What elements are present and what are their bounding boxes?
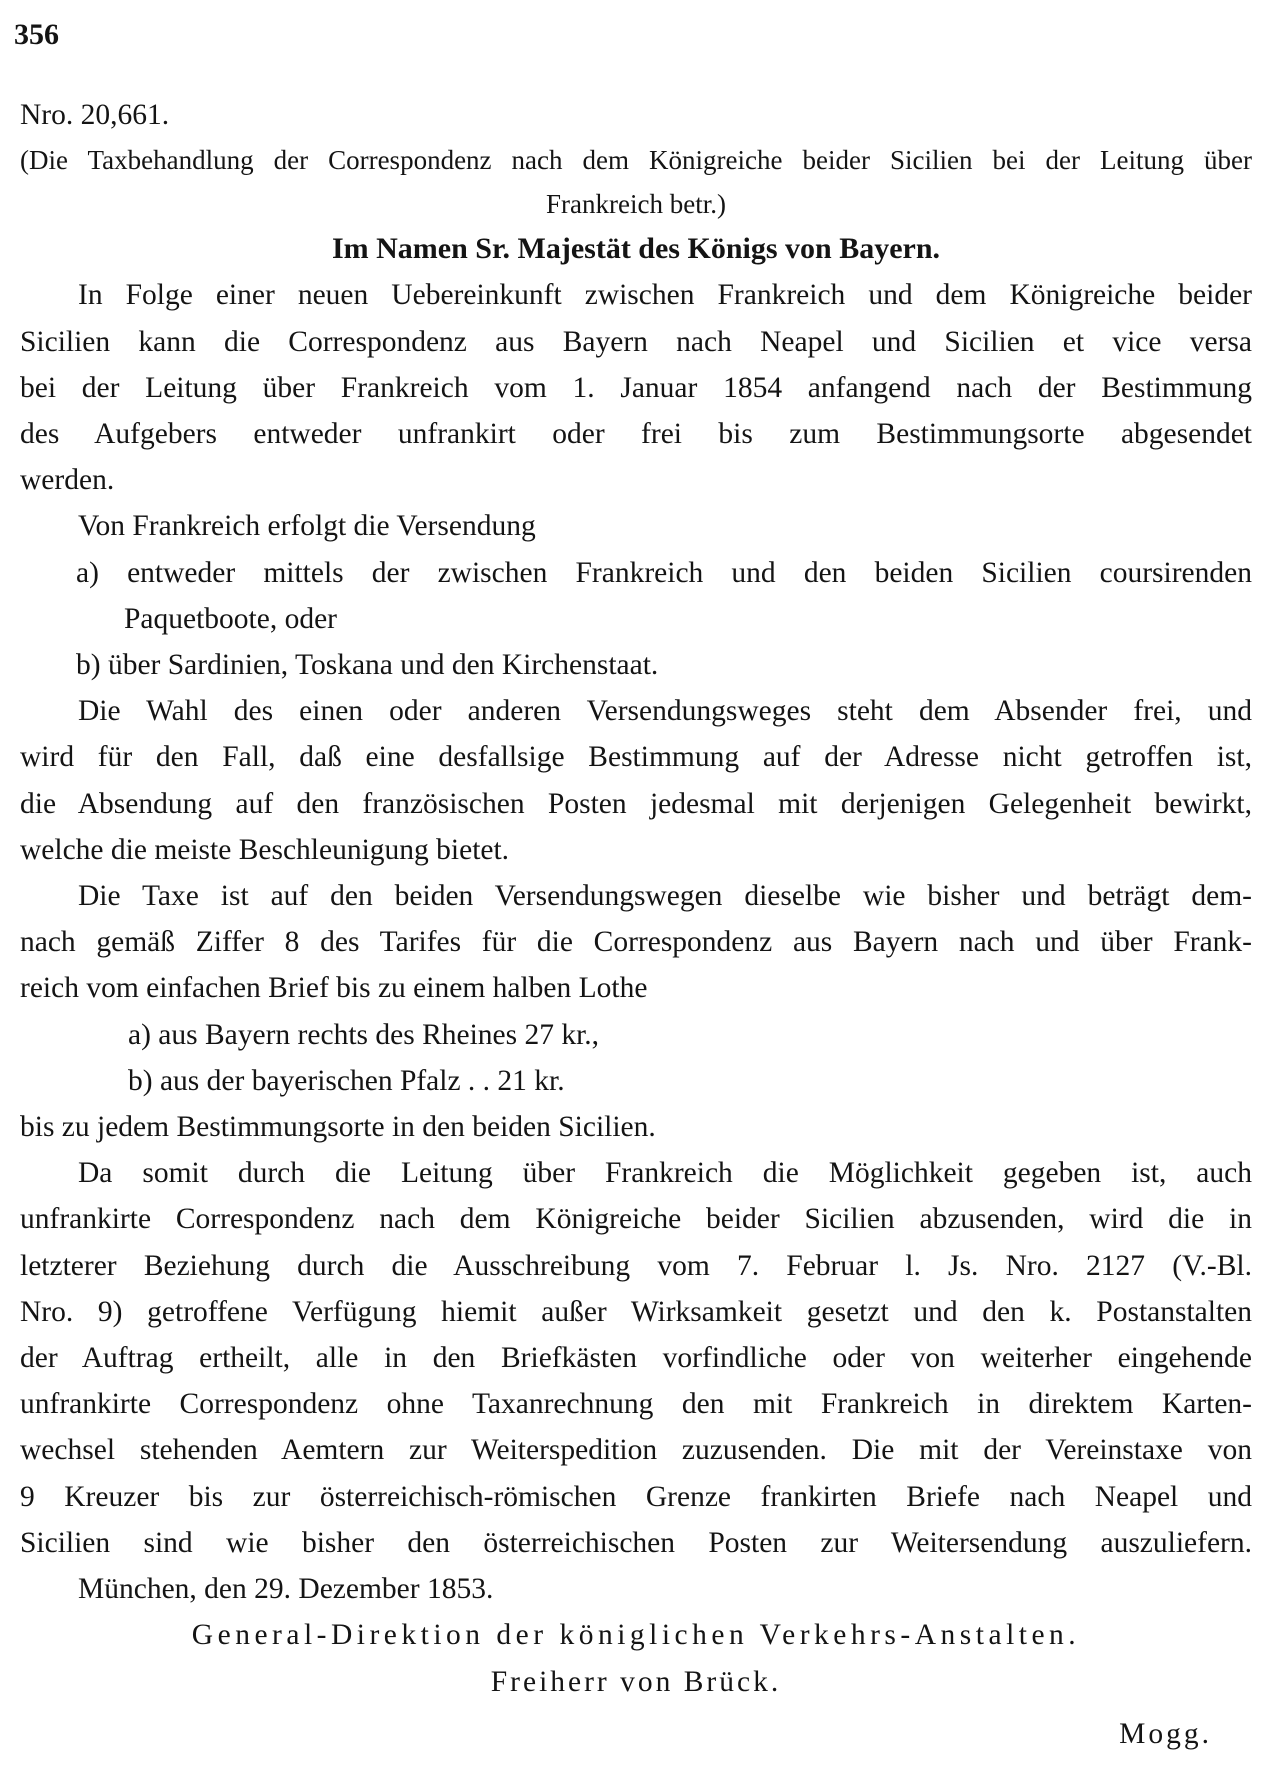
paragraph-line: bei der Leitung über Frankreich vom 1. Januar 1854 anfangend nach der Bestimmung xyxy=(20,371,1252,404)
paragraph-line: Die Wahl des einen oder anderen Versendungsweges steht dem Absender frei, und xyxy=(78,695,1252,728)
paragraph-line: der Auftrag ertheilt, alle in den Briefkästen vorfindliche oder von weiterher eingehende xyxy=(20,1342,1252,1375)
paragraph-line: bis zu jedem Bestimmungsorte in den beiden Sicilien. xyxy=(20,1111,656,1144)
paragraph-line: Die Taxe ist auf den beiden Versendungswegen dieselbe wie bisher und beträgt dem- xyxy=(78,880,1252,913)
dispatch-intro: Von Frankreich erfolgt die Versendung xyxy=(78,510,536,543)
paragraph-line: 9 Kreuzer bis zur österreichisch-römischen Grenze frankirten Briefe nach Neapel und xyxy=(20,1480,1252,1513)
list-item-b: b) über Sardinien, Toskana und den Kirchenstaat. xyxy=(76,649,659,682)
list-item-a: a) entweder mittels der zwischen Frankreich und den beiden Sicilien coursirenden xyxy=(76,556,1252,589)
authority-signature: General-Direktion der königlichen Verkehrs-Anstalten. xyxy=(191,1619,1081,1652)
paragraph-line: nach gemäß Ziffer 8 des Tarifes für die Correspondenz aus Bayern nach und über Frank- xyxy=(20,926,1252,959)
paragraph-line: des Aufgebers entweder unfrankirt oder frei bis zum Bestimmungsorte abgesendet xyxy=(20,418,1252,451)
paragraph-line: werden. xyxy=(20,464,115,497)
paragraph-line: In Folge einer neuen Uebereinkunft zwischen Frankreich und dem Königreiche beider xyxy=(78,279,1252,312)
paragraph-3 xyxy=(20,873,1252,1150)
date-line: München, den 29. Dezember 1853. xyxy=(78,1573,494,1606)
heading: Im Namen Sr. Majestät des Königs von Bayern. xyxy=(331,232,941,266)
paragraph-2 xyxy=(20,688,1252,873)
paragraph-line: wird für den Fall, daß eine desfallsige Bestimmung auf der Adresse nicht getroffen ist, xyxy=(20,741,1252,774)
paragraph-line: wechsel stehenden Aemtern zur Weiterspedition zuzusenden. Die mit der Vereinstaxe von xyxy=(20,1434,1252,1467)
paragraph-line: letzterer Beziehung durch die Ausschreibung vom 7. Februar l. Js. Nro. 2127 (V.-Bl. xyxy=(20,1249,1252,1282)
document-number: Nro. 20,661. xyxy=(20,99,170,131)
paragraph-line: reich vom einfachen Brief bis zu einem halben Lothe xyxy=(20,972,648,1005)
subject-line-2: Frankreich betr.) xyxy=(546,189,726,220)
paragraph-line: Da somit durch die Leitung über Frankreich die Möglichkeit gegeben ist, auch xyxy=(78,1157,1252,1190)
paragraph-line: welche die meiste Beschleunigung bietet. xyxy=(20,833,510,866)
page-number: 356 xyxy=(14,18,59,51)
document-body xyxy=(20,92,1252,1757)
paragraph-line: die Absendung auf den französischen Posten jedesmal mit derjenigen Gelegenheit bewirkt, xyxy=(20,787,1252,820)
paragraph-line: unfrankirte Correspondenz ohne Taxanrechnung den mit Frankreich in direktem Karten- xyxy=(20,1388,1252,1421)
list-item-a-continued: Paquetboote, oder xyxy=(124,602,337,635)
rate-b: b) aus der bayerischen Pfalz . . 21 kr. xyxy=(128,1064,565,1097)
paragraph-line: Sicilien kann die Correspondenz aus Bayern nach Neapel und Sicilien et vice versa xyxy=(20,325,1252,358)
secretary-name: Mogg. xyxy=(1119,1717,1212,1750)
paragraph-1 xyxy=(20,272,1252,503)
paragraph-line: Nro. 9) getroffene Verfügung hiemit außer Wirksamkeit gesetzt und den k. Postanstalten xyxy=(20,1295,1252,1328)
signatory-name: Freiherr von Brück. xyxy=(490,1665,782,1698)
subject-line-1: (Die Taxbehandlung der Correspondenz nach dem Königreiche beider Sicilien bei der Leitung über xyxy=(20,145,1252,176)
paragraph-line: unfrankirte Correspondenz nach dem Königreiche beider Sicilien abzusenden, wird die in xyxy=(20,1203,1252,1236)
rate-a: a) aus Bayern rechts des Rheines 27 kr., xyxy=(128,1018,600,1051)
paragraph-line: Sicilien sind wie bisher den österreichischen Posten zur Weitersendung auszuliefern. xyxy=(20,1526,1252,1559)
paragraph-4 xyxy=(20,1150,1252,1566)
